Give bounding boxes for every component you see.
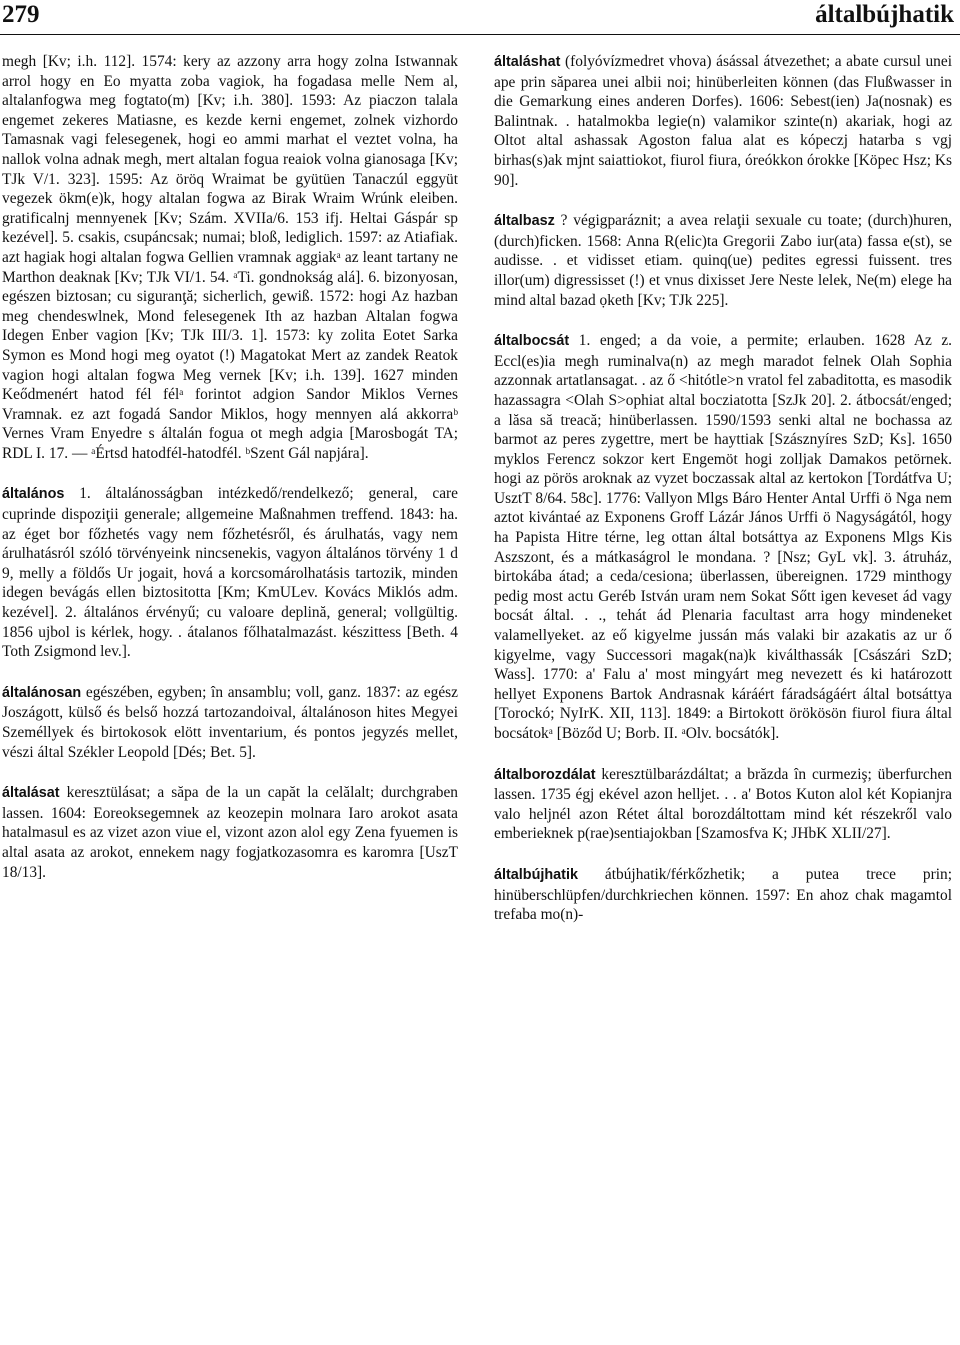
entry-text: 1. általánosságban intézkedő/rendelkező; general, care cuprinde dispoziţii generale; allgemeine Maßnahmen treffend. 1843: ha. az éget bor főzhetés vagy nem főzhetésről, és árulhatás, vagy nem árulhatásról szóló törvényeink nincsenekis, vagyon általános törvény 1 d 9, melly a földős Ur jogait, hová a korcsomárolhatásis tartozik, minden idegen bevágás ellen biztositotta [Km; KmULev. Kovács Miklós adm. kezével]. 2. általános érvényű; cu valoare deplină, general; vollgültig. 1856 ujbol is kérlek, hogy. . átalanos főlhatalmazást. készittess [Beth. 4 Toth Zsigmond lev.]. — [2, 485, 458, 661]
entry-text: megh [Kv; i.h. 112]. 1574: kery az azzony arra hogy zolna Istwannak arrol hogy en Eo myatta zoba vagiok, ha fogadasa melle Nem al, altalanfogwa meg fogtato(m) [Kv; i.h. 380]. 1593: Az piaczon talala engemet zekeres Matiasne, es kezde kerni engemet, zolnek vizhordo Tamasnak vagi felesegenek, hogi eo ammi marhat el veztet volna, ha nallok volna adnak megh, mert altalan fogua reaiok volna gianosaga [Kv; TJk V/1. 323]. 1595: Az öröq Wraimat be gyütüen Tanaczúl eggyüt vegezek ökm(e)k, hogy altalan fogwa az Birak Wraim Wrúnk eleiben. gratificalnj mennyenek [Kv; Szám. XVIIa/6. 153 ifj. Heltai Gáspár sp kezével]. 5. csakis, csupáncsak; numai; bloß, lediglich. 1597: az Atiafiak. azt hagiak hogi altalan fogwa Gellien vramnak aggiakᵃ az leant tartany ne Marthon deaknak [Kv; TJk VI/1. 54. ᵃTi. gondnokság alá]. 6. bizonyosan, egészen biztosan; cu siguranţă; sicherlich, gewiß. 1572: hogi Az hazban meg chendeswlnek, Mond felesegenek Ith az hazban Altalan fogwa Idegen Enber vagion [Kv; TJk III/3. 1]. 1573: ky zolita Eotet Sarka Symon es Mond hogi meg oyatot (!) Magatokat Mert az zandek Reatok vagion hogi altalan fogwa Meg vernek [Kv; i.h. 139]. 1627 minden Keődmenért hatod fél félᵃ forintot adgion Sandor Miklos Vernes Vramnak. ez azt fogadá Sandor Miklos, hogy mennyen alá akkorraᵇ Vernes Vram Enyedre s általán fogua ot megh adgia [Marosbogát TA; RDL I. 17. — ᵃÉrtsd hatodfél-hatodfél. ᵇSzent Gál napjára]. — [2, 53, 458, 462]
entry-text: 1. enged; a da voie, a permite; erlauben. 1628 Az z. Eccl(es)ia megh ruminalva(n) az megh maradot felnek Olah Sophia azzonnak artatlansagat. . az ő <hitótle>n vratol fel zabaditotta, es masodik hazassagra <Olah S>ophiat altal bocziatotta [SzJk 20]. 2. átbocsát/enged; a lăsa să treacă; hinüberlassen. 1590/1593 senki altal ne bochassa az barmot az peres zygettre, mert be hayttiak [Szásznyíres SzD; Ks]. 1650 myklos Ferencz sokzor kert Engemöt hogi zolljak Damakos petörnek. hogi az pörös aroknak az vyzet boczassak altal az kertokon [Tordátfva U; UsztT 8/64. 58c]. 1776: Vallyon Mlgs Báro Henter Antal Urffi ö Nga nem aztot kivántaé az Exponens Groff Lázár János Urffi ö Nagyságától, hogy ha Papista Hitre térne, leg ottan által botsáttya az Exponens Mlgs Kis Aszszont, és a mátkaságrol le mondana. ? [Nsz; GyL vk]. 3. átruház, birtokába átad; a ceda/cesiona; überlassen, übereignen. 1729 minthogy pedig most actu Geréb István uram nem Sokat Sőtt igen keveset ád vagy bocsát által. . ., tehát ád Plenaria facultast arra hogy mindeneket valamellyeket. az eő kigyelme jussán más valaki bir azakatis az ur ő kigyelme, vagy Successori magak(na)k kiválthassák [Császári SzD; Wass]. 1770: a' Falu a' most mingyárt meg nevezett és ki határozott hellyet Exponens Bartok Andrasnak káráért fáradságáért által botsáttya [Torockó; NyIrK. XII, 113]. 1849: a Birtokott örökösön fiurol fiura által bocsátokᵃ [Böződ U; Borb. II. ᵃOlv. bocsátók]. — [494, 332, 952, 742]
entry-altalasat — [2, 783, 458, 882]
entry-headword: általbocsát — [494, 333, 570, 350]
entry-text: ? végigparáznit; a avea relaţii sexuale cu toate; (durch)huren, (durch)ficken. 1568: Anna R(elic)ta Gregorii Zabo iur(ata) fassa e(st), se audisse. . et vidisset etiam. quinq(ue) pedites egressi fuissent. tres illor(um) digressisset (!) et vnus dixisset Jere Neste lelek, Ne(m) elege ha mind altal bazad ọketh [Kv; TJk 225]. — [494, 212, 952, 309]
entry-text: egészében, egyben; în ansamblu; voll, ganz. 1837: az egész Joszágott, külső és belső hozzá tartozandoival, általánoson hites Megyei Személlyek és birtokosok elött inventarium, és pontos jegyzés mellet, vészi által Székler Leopold [Dés; Bet. 5]. — [2, 683, 458, 761]
entry-altalanos — [2, 484, 458, 661]
header-rule — [0, 34, 960, 35]
running-head: általbújhatik — [815, 1, 954, 28]
entry-gap — [2, 662, 458, 683]
entry-headword: általános — [2, 486, 65, 503]
entry-gap — [494, 844, 952, 865]
entry-headword: általbújhatik — [494, 866, 578, 883]
right-column — [494, 52, 952, 925]
entry-text: keresztülásat; a săpa de la un capăt la celălalt; durchgraben lassen. 1604: Eoreoksegemnek az keozepin molnara Iaro arokot asata hatalmasul es az vizet azon viue el, vizont azon alol egy Zena fyuemen is altal asata az arokot, ennekem nagy fogjatkozasomra es karomra [UszT 18/13]. — [2, 784, 458, 881]
entry-headword: általbasz — [494, 213, 555, 230]
entry-gap — [2, 463, 458, 484]
entry-altalbocsat — [494, 331, 952, 743]
entry-headword: általáshat — [494, 54, 561, 70]
entry-continuation — [2, 52, 458, 463]
entry-altalashat — [494, 52, 952, 190]
entry-altalbasz — [494, 211, 952, 310]
entry-text: átbújhatik/férkőzhetik; a putea trece prin; hinüberschlüpfen/durchkriechen können. 1597: En ahoz chak magamtol trefaba mo(n)- — [494, 865, 952, 924]
entry-text: keresztülbarázdáltat; a brăzda în curmeziş; überfurchen lassen. 1735 égj ekével azon helljet. . . a' Botos Kuton alol két Kopianjra valo heljnél azon Rétet által borozdáltottam mind két részekről valo emberieknek p(rae)sentiajokban [Szamosfva K; JHbK XLII/27]. — [494, 765, 952, 843]
entry-gap — [494, 190, 952, 211]
page-number: 279 — [2, 1, 40, 28]
entry-altalbujhatik — [494, 865, 952, 925]
entry-headword: általásat — [2, 785, 60, 802]
entry-altalanosan — [2, 683, 458, 762]
entry-text: (folyóvízmedret vhova) ásással átvezethet; a abate cursul unei ape prin săparea unei albii noi; hinüberleiten können (das Flußwasser in die Gemarkung eines anderen Dorfes). 1606: Sebest(ien) Ja(nosnak) es Balintnak. . hatalmokba legie(n) valamikor szinte(n) akariak, hogi az Oltot altal ashassak Agoston falua alat es kópeczj hatarba s vgj birhas(s)ak mjnt saiattiokot, fiurol fiura, óreókkon órokke [Köpec Hsz; Ks 90]. — [494, 53, 952, 189]
entry-gap — [494, 310, 952, 331]
entry-headword: általánosan — [2, 684, 82, 701]
entry-headword: általborozdálat — [494, 766, 596, 783]
entry-gap — [2, 762, 458, 783]
entry-gap — [494, 744, 952, 765]
left-column — [2, 52, 458, 882]
entry-altalborozdalat — [494, 765, 952, 844]
page-header — [0, 0, 960, 36]
